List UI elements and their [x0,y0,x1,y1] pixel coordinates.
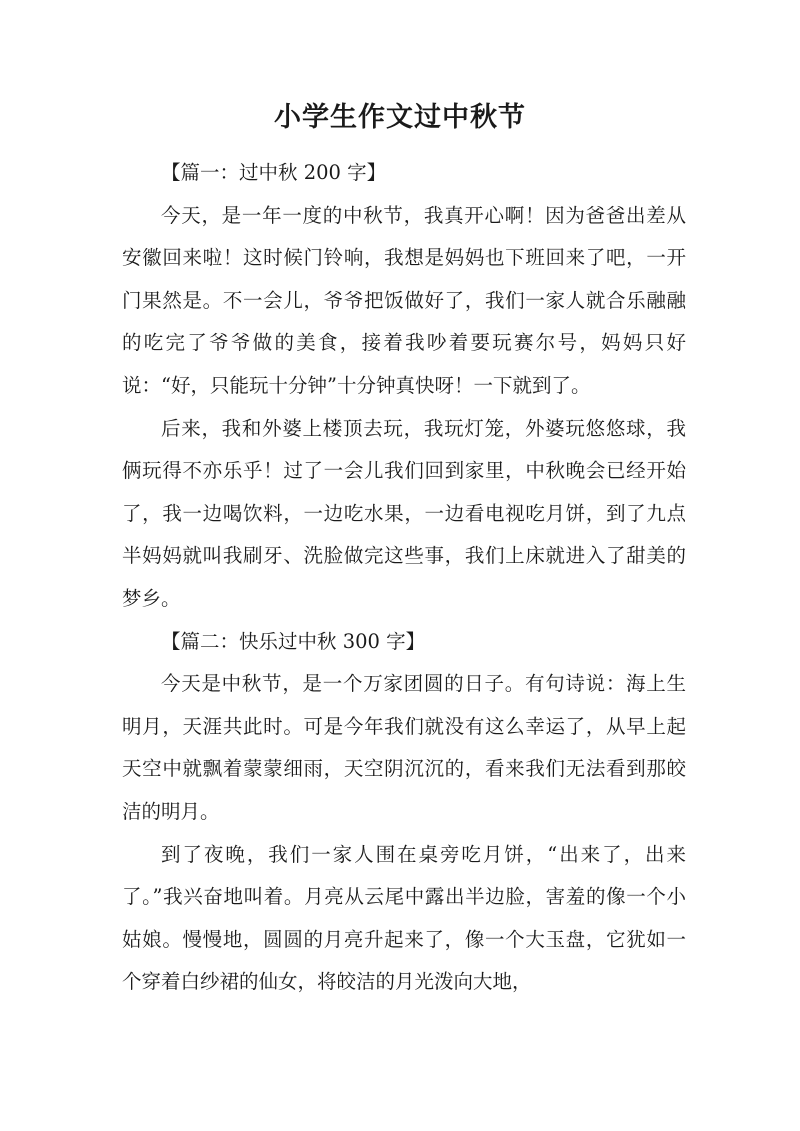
document-title: 小学生作文过中秋节 [274,102,526,133]
paragraph: 到了夜晚，我们一家人围在桌旁吃月饼，“出来了，出来了。”我兴奋地叫着。月亮从云尾中露出半边脸，害羞的像一个小姑娘。慢慢地，圆圆的月亮升起来了，像一个大玉盘，它犹如一个穿着白纱裙的仙女，将皎洁的月光泼向大地， [122,842,686,994]
section-heading: 【篇二：快乐过中秋 300 字】 [161,629,426,653]
paragraph: 今天，是一年一度的中秋节，我真开心啊！因为爸爸出差从安徽回来啦！这时候门铃响，我想是妈妈也下班回来了吧，一开门果然是。不一会儿，爷爷把饭做好了，我们一家人就合乐融融的吃完了爷爷做的美食，接着我吵着要玩赛尔号，妈妈只好说：“好，只能玩十分钟”十分钟真快呀！一下就到了。 [122,203,686,397]
section-heading: 【篇一：过中秋 200 字】 [161,161,387,184]
paragraph: 今天是中秋节，是一个万家团圆的日子。有句诗说：海上生明月，天涯共此时。可是今年我们就没有这么幸运了，从早上起天空中就飘着蒙蒙细雨，天空阴沉沉的，看来我们无法看到那皎洁的明月。 [122,672,686,823]
section-1 [122,152,686,621]
document-body [122,152,686,1004]
paragraph: 后来，我和外婆上楼顶去玩，我玩灯笼，外婆玩悠悠球，我俩玩得不亦乐乎！过了一会儿我们回到家里，中秋晚会已经开始了，我一边喝饮料，一边吃水果，一边看电视吃月饼，到了九点半妈妈就叫我刷牙、洗脸做完这些事，我们上床就进入了甜美的梦乡。 [122,416,686,610]
section-2 [122,621,686,1004]
